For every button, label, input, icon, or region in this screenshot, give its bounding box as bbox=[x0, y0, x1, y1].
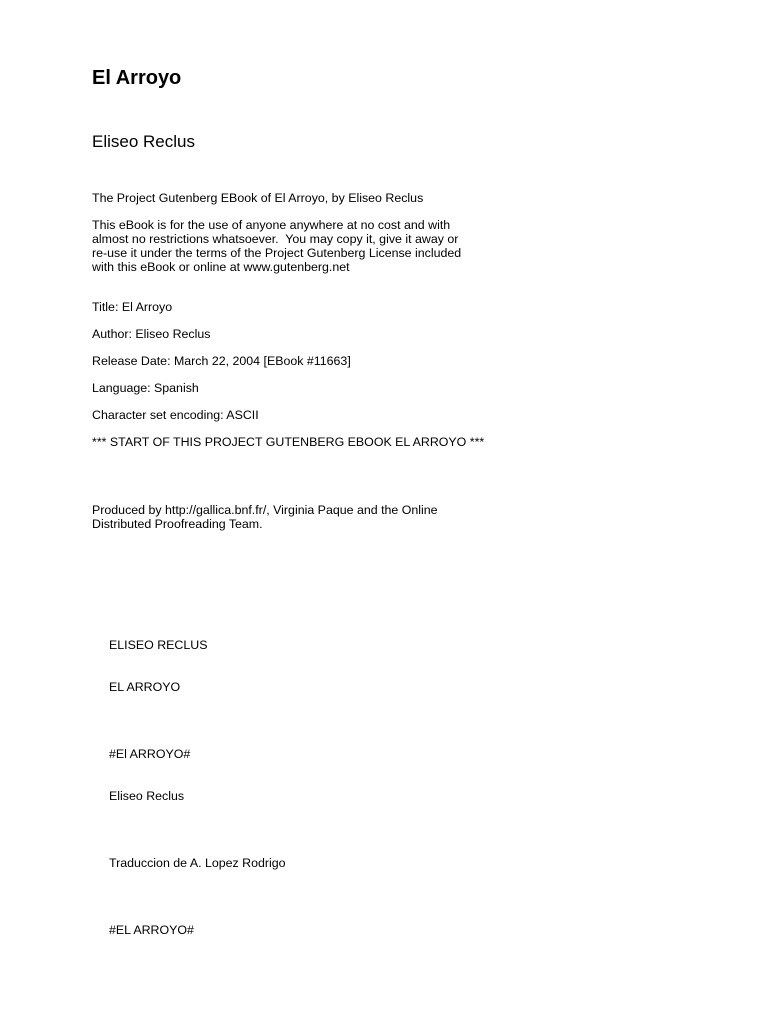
license-line-3: re-use it under the terms of the Project Gutenberg License included bbox=[92, 246, 462, 260]
body-translator-line: Traduccion de A. Lopez Rodrigo bbox=[109, 856, 286, 870]
license-line-2: almost no restrictions whatsoever. You may copy it, give it away or bbox=[92, 232, 459, 246]
produced-line-2: Distributed Proofreading Team. bbox=[92, 517, 263, 531]
body-author-name: Eliseo Reclus bbox=[109, 789, 185, 803]
produced-line-1: Produced by http://gallica.bnf.fr/, Virginia Paque and the Online bbox=[92, 503, 438, 517]
meta-encoding-line: Character set encoding: ASCII bbox=[92, 408, 259, 422]
document-title: El Arroyo bbox=[92, 67, 182, 89]
meta-title-line: Title: El Arroyo bbox=[92, 300, 173, 314]
meta-release-line: Release Date: March 22, 2004 [EBook #11663] bbox=[92, 354, 351, 368]
license-line-4: with this eBook or online at www.gutenberg.net bbox=[92, 260, 350, 274]
meta-language-line: Language: Spanish bbox=[92, 381, 199, 395]
body-title-caps: EL ARROYO bbox=[109, 680, 181, 694]
intro-line: The Project Gutenberg EBook of El Arroyo, by Eliseo Reclus bbox=[92, 191, 424, 205]
body-section-heading: #EL ARROYO# bbox=[109, 923, 194, 937]
body-author-caps: ELISEO RECLUS bbox=[109, 638, 208, 652]
start-marker-line: *** START OF THIS PROJECT GUTENBERG EBOOK EL ARROYO *** bbox=[92, 435, 485, 449]
author-heading: Eliseo Reclus bbox=[92, 132, 195, 151]
body-title-marked: #El ARROYO# bbox=[109, 747, 191, 761]
meta-author-line: Author: Eliseo Reclus bbox=[92, 327, 211, 341]
license-line-1: This eBook is for the use of anyone anywhere at no cost and with bbox=[92, 218, 451, 232]
